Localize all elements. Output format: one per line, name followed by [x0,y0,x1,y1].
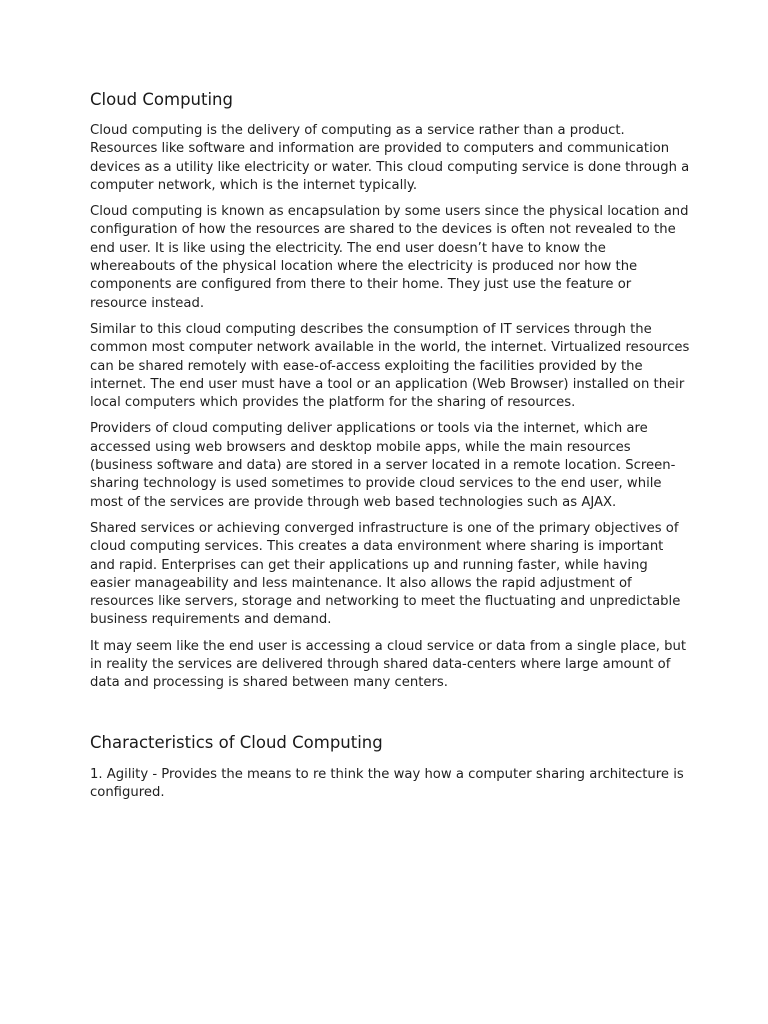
paragraph: It may seem like the end user is accessing a cloud service or data from a single place, but in reality the services are delivered through shared data-centers where large amount of data and processing is shared between many centers. [90,638,687,691]
document-page [90,88,690,810]
paragraph: Shared services or achieving converged infrastructure is one of the primary objectives of cloud computing services. This creates a data environment where sharing is important and rapid. Enterprises can get their applications up and running faster, while having easier manageability and less maintenance. It also allows the rapid adjustment of resources like servers, storage and networking to meet the fluctuating and unpredictable business requirements and demand. [90,520,681,628]
section-title: Characteristics of Cloud Computing [90,732,383,752]
paragraph: Cloud computing is the delivery of computing as a service rather than a product. Resources like software and information are provided to computers and communication devices as a utility like electricity or water. This cloud computing service is done through a computer network, which is the internet typically. [90,123,690,193]
paragraph: Providers of cloud computing deliver applications or tools via the internet, which are accessed using web browsers and desktop mobile apps, while the main resources (business software and data) are stored in a server located in a remote location. Screen-sharing technology is used sometimes to provide cloud services to the end user, while most of the services are provide through web based technologies such as AJAX. [90,421,676,510]
section-title: Cloud Computing [90,90,233,109]
section-cloud-computing [90,88,690,693]
section-characteristics [90,731,690,803]
list-item: 1. Agility - Provides the means to re think the way how a computer sharing architecture is configured. [90,766,684,800]
paragraph: Similar to this cloud computing describes the consumption of IT services through the common most computer network available in the world, the internet. Virtualized resources can be shared remotely with ease-of-access exploiting the facilities provided by the internet. The end user must have a tool or an application (Web Browser) installed on their local computers which provides the platform for the sharing of resources. [90,321,690,411]
paragraph: Cloud computing is known as encapsulation by some users since the physical location and configuration of how the resources are shared to the devices is often not revealed to the end user. It is like using the electricity. The end user doesn’t have to know the whereabouts of the physical location where the electricity is produced nor how the components are configured from there to their home. They just use the feature or resource instead. [90,204,689,311]
